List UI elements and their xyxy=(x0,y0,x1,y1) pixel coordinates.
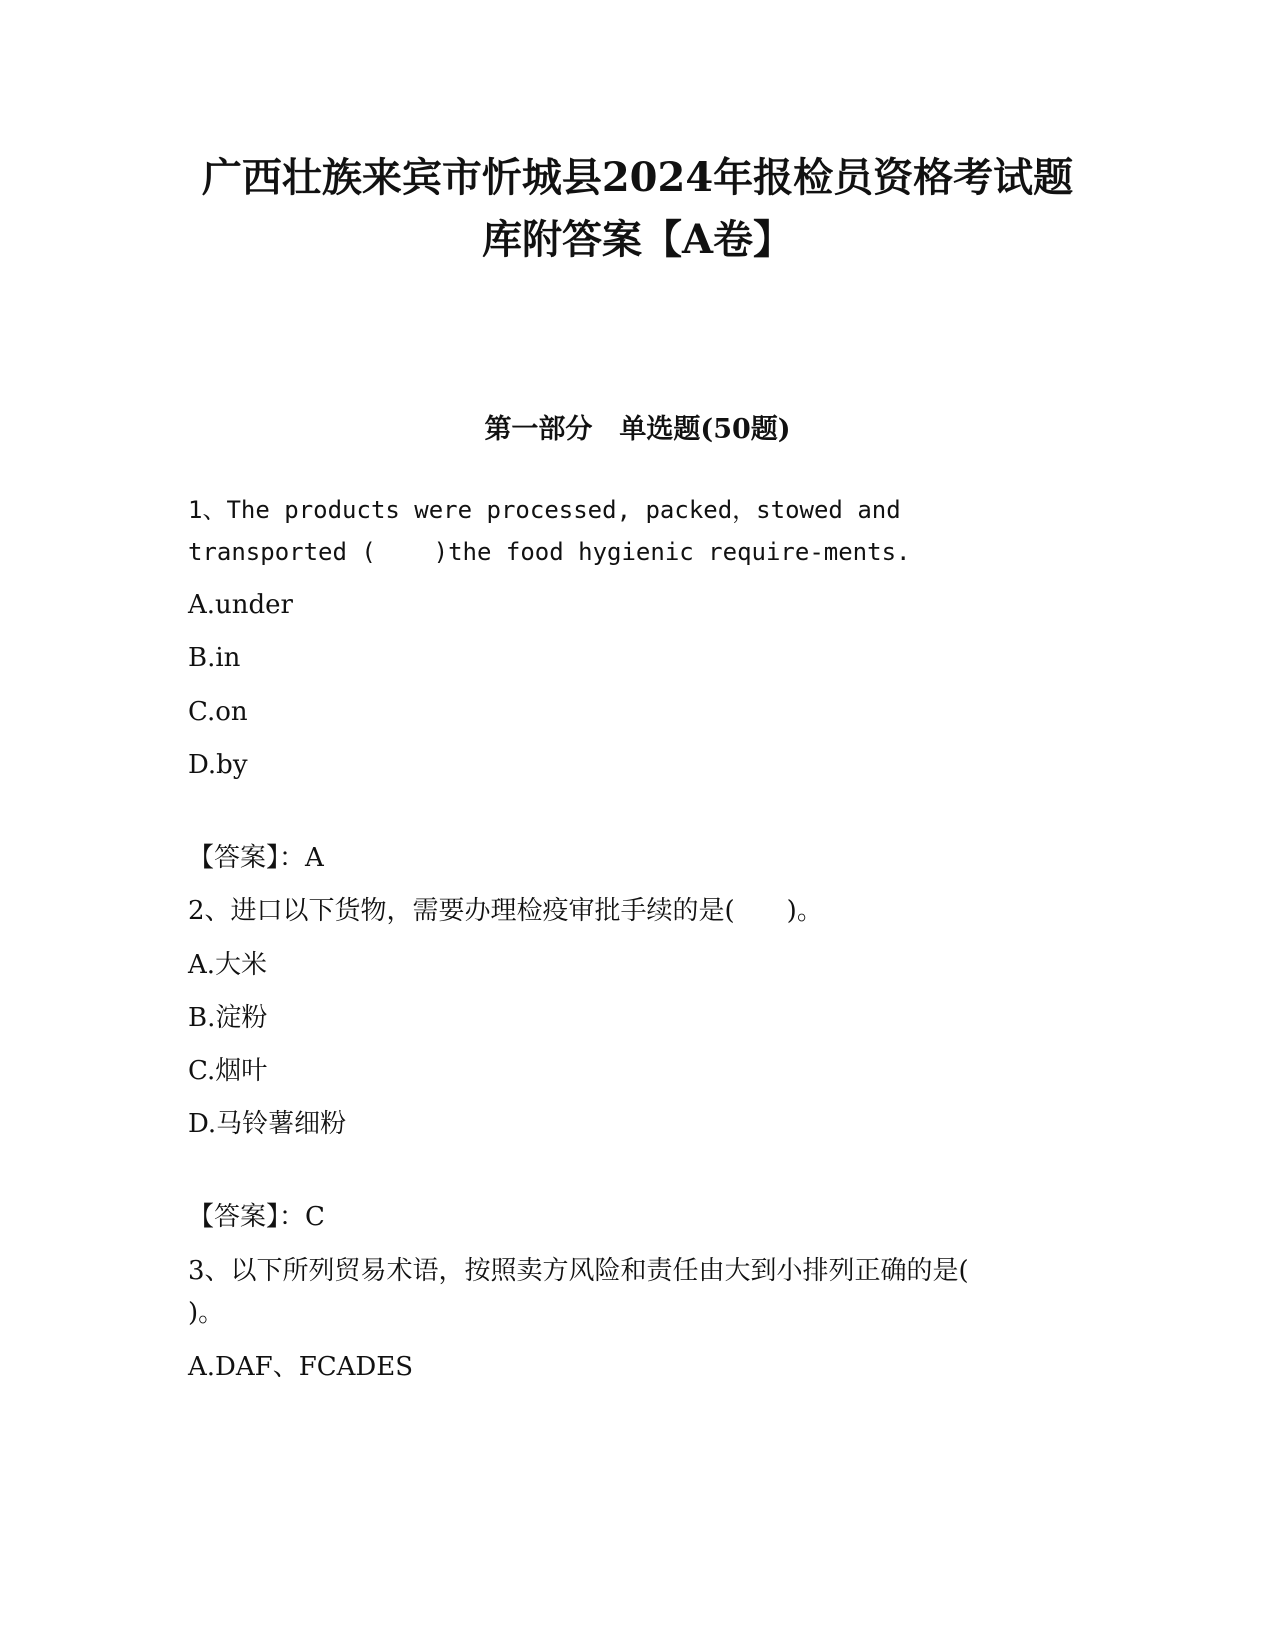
document-title-line-2: 库附答案【A卷】 xyxy=(481,216,794,263)
question-3-stem-line-1: 3、以下所列贸易术语，按照卖方风险和责任由大到小排列正确的是( xyxy=(188,1256,969,1286)
question-1-option-c: C.on xyxy=(188,697,248,727)
document-title-line-1: 广西壮族来宾市忻城县2024年报检员资格考试题 xyxy=(201,154,1074,201)
question-2-stem-line-1: 2、进口以下货物，需要办理检疫审批手续的是( )。 xyxy=(188,896,823,926)
section-heading: 第一部分 单选题(50题) xyxy=(484,414,791,445)
question-3-stem-line-2: )。 xyxy=(188,1298,225,1328)
question-1-stem-line-1: 1、The products were processed, packed，stowed and xyxy=(188,496,901,524)
question-1-answer: 【答案】：A xyxy=(188,843,324,873)
question-2-option-b: B.淀粉 xyxy=(188,1003,268,1033)
question-1-option-b: B.in xyxy=(188,643,241,673)
question-1-option-d: D.by xyxy=(188,750,248,780)
question-2-option-d: D.马铃薯细粉 xyxy=(188,1109,347,1139)
question-1-stem-line-2: transported ( )the food hygienic require-ments. xyxy=(188,538,911,566)
question-2-option-a: A.大米 xyxy=(188,950,268,980)
question-1-option-a: A.under xyxy=(188,590,293,620)
question-2-answer: 【答案】：C xyxy=(188,1202,325,1232)
question-3-option-a: A.DAF、FCADES xyxy=(188,1352,414,1382)
question-2-option-c: C.烟叶 xyxy=(188,1056,268,1086)
